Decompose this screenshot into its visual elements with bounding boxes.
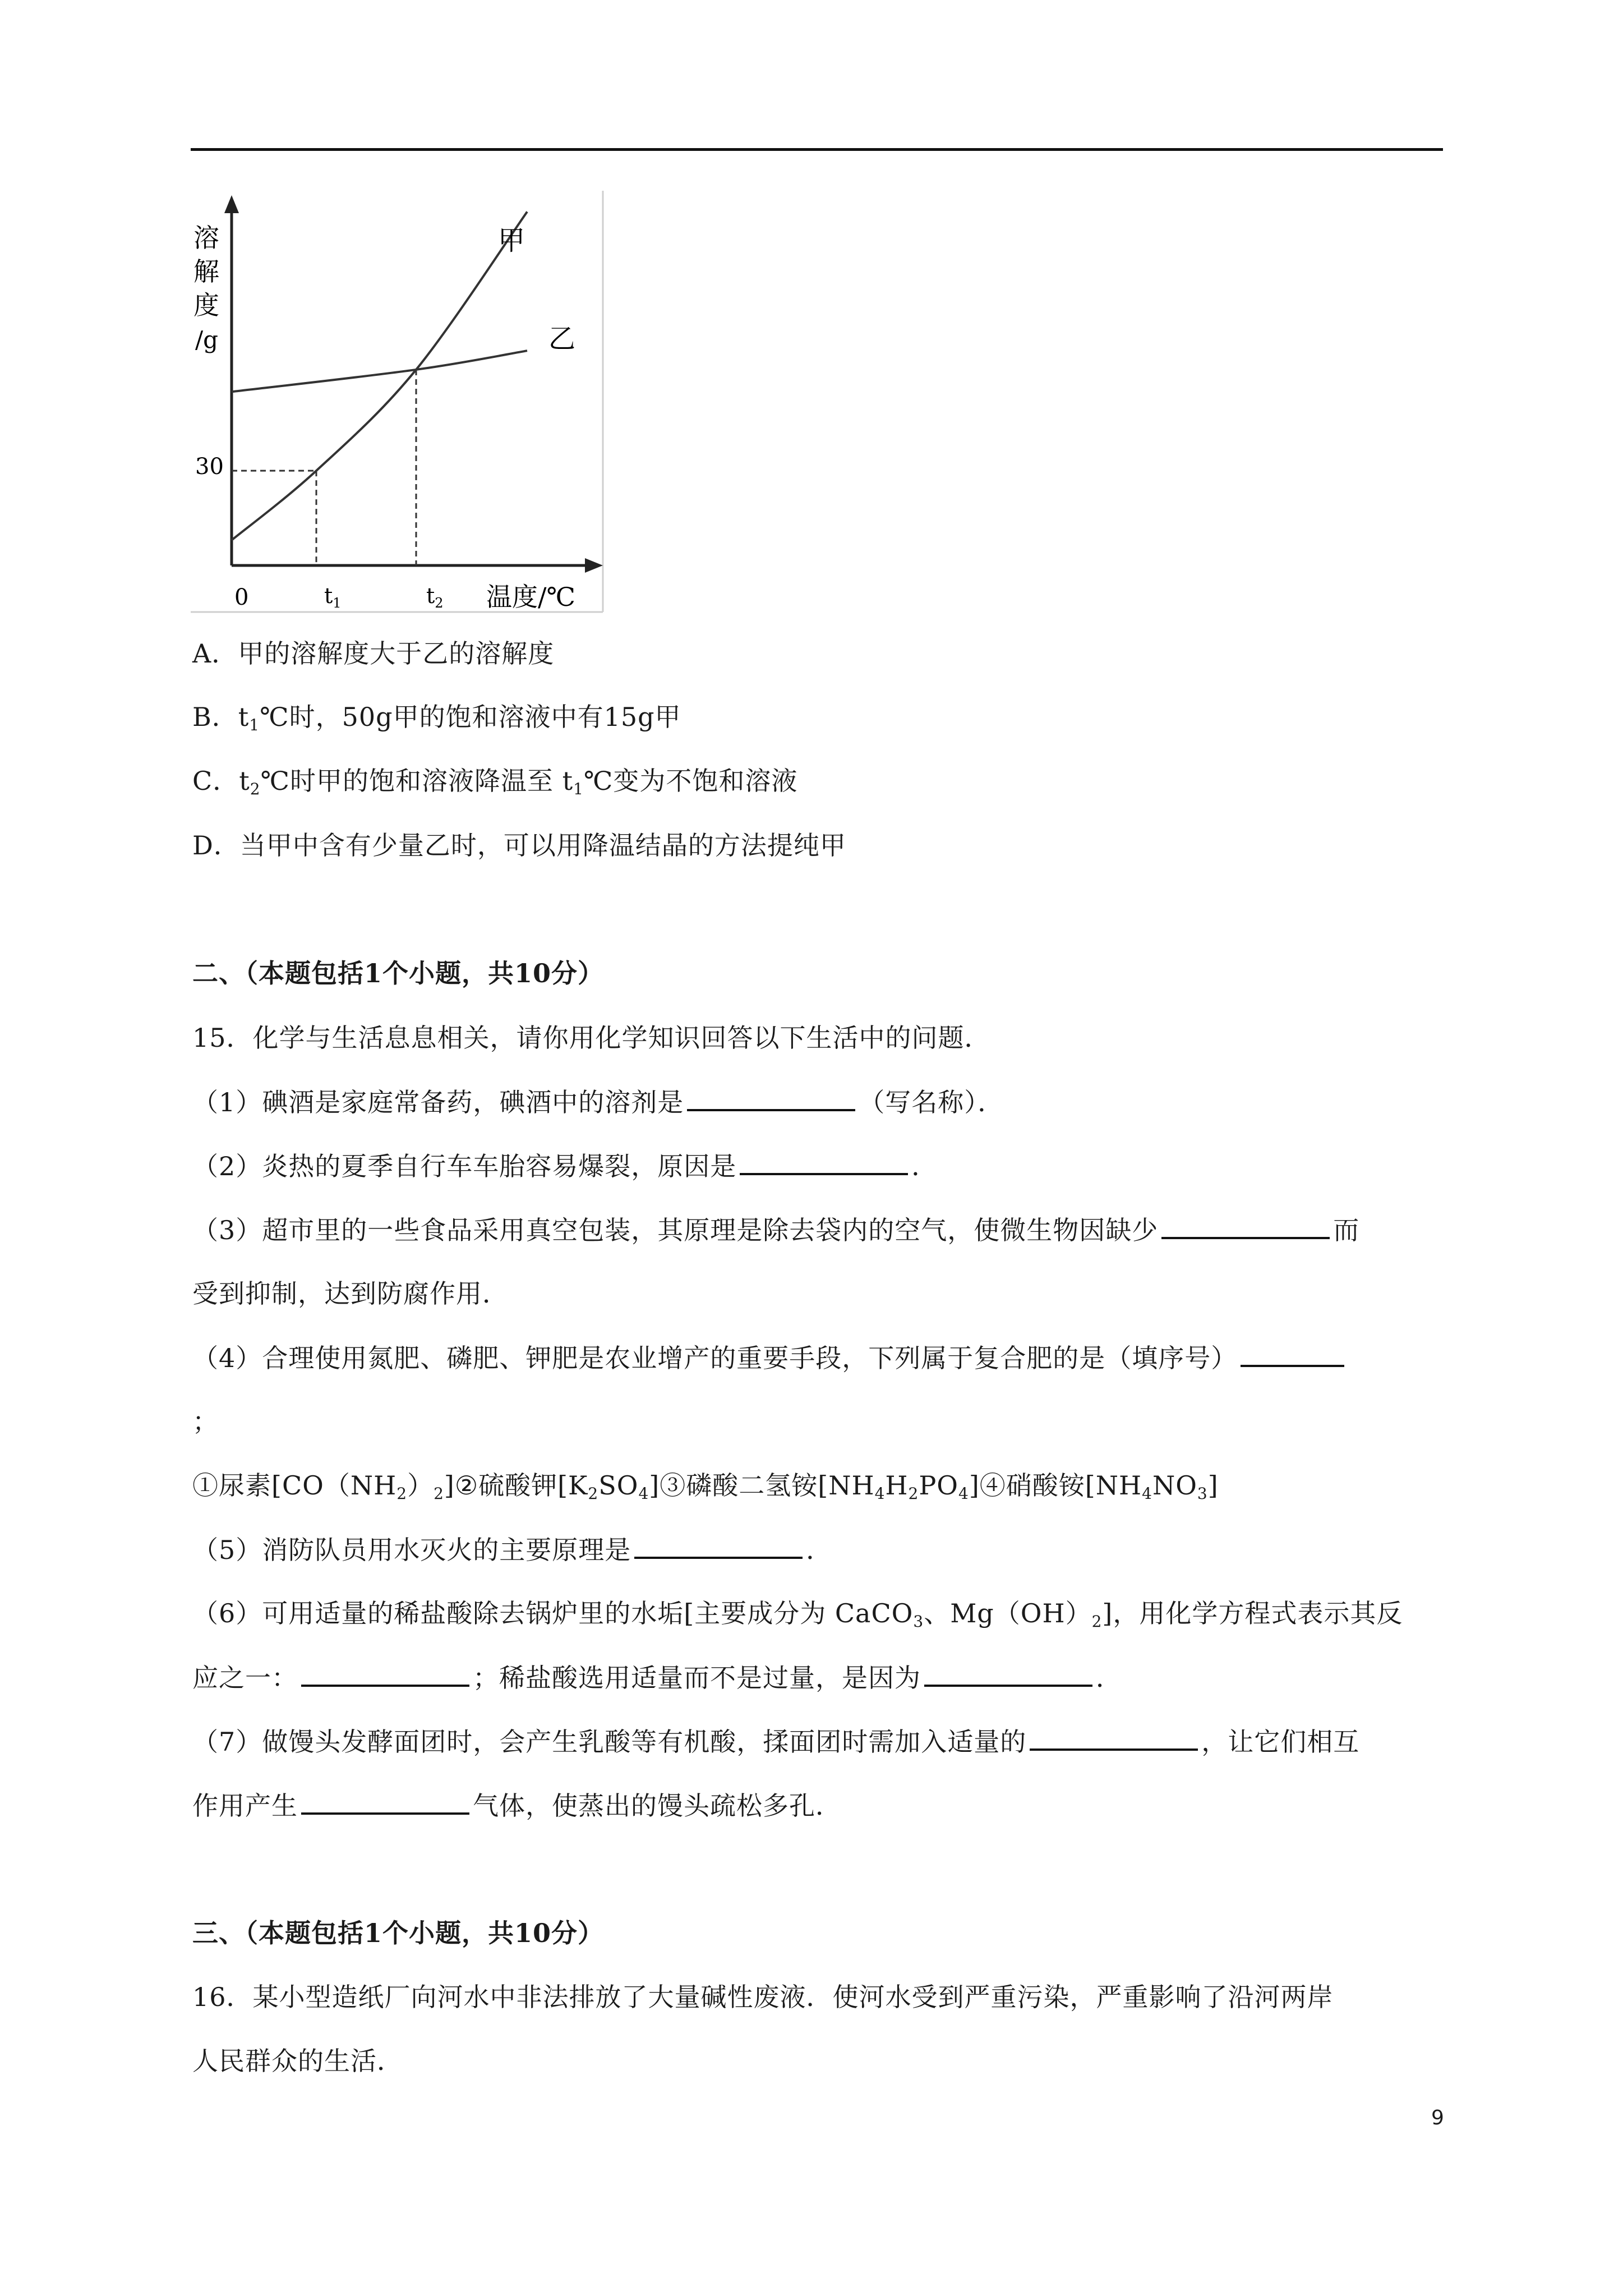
header-rule xyxy=(191,148,1443,151)
answer-blank[interactable] xyxy=(1241,1338,1344,1367)
q15-part7-cont: 作用产生 气体，使蒸出的馒头疏松多孔． xyxy=(192,1786,842,1825)
q15-part5: （5）消防队员用水灭火的主要原理是 ． xyxy=(192,1530,832,1570)
series-yi-line xyxy=(232,351,527,392)
option-c: C．$t_2℃$时甲的饱和溶液降温至 $t_1℃$变为不饱和溶液 xyxy=(192,766,798,798)
question-16: 16．某小型造纸厂向河水中非法排放了大量碱性废液．使河水受到严重污染，严重影响了沿河两岸 xyxy=(192,1982,1334,2012)
ylabel-char: 解 xyxy=(193,256,219,287)
q15-part1: （1）碘酒是家庭常备药，碘酒中的溶剂是 （写名称）． xyxy=(192,1082,1004,1122)
origin-label: 0 xyxy=(234,585,249,610)
answer-blank[interactable] xyxy=(1161,1210,1330,1239)
answer-blank[interactable] xyxy=(634,1530,803,1559)
q15-part7: （7）做馒头发酵面团时，会产生乳酸等有机酸，揉面团时需加入适量的 ，让它们相互 xyxy=(192,1722,1359,1761)
solubility-chart xyxy=(191,191,617,617)
option-a: A．甲的溶解度大于乙的溶解度 xyxy=(192,638,555,669)
series-jia-line xyxy=(232,211,527,540)
x-tick-t1: $t_1$ xyxy=(324,583,342,611)
fertilizer-options: ①尿素$[CO(NH_2)_2]②$硫酸钾$[K_2SO_4]③$磷酸二氢铵$[NH_4H_2PO_4]④$硝酸铵$[NH_4NO_3]$ xyxy=(192,1470,1219,1503)
answer-blank[interactable] xyxy=(740,1146,908,1175)
series-jia-label: 甲 xyxy=(498,225,525,256)
ylabel-char: 溶 xyxy=(193,223,219,253)
q15-part2: （2）炎热的夏季自行车车胎容易爆裂，原因是 ． xyxy=(192,1146,938,1186)
section2-heading: 二、（本题包括1个小题，共10分） xyxy=(192,958,605,988)
answer-blank[interactable] xyxy=(301,1658,469,1687)
q15-part3: （3）超市里的一些食品采用真空包装，其原理是除去袋内的空气，使微生物因缺少 而 xyxy=(192,1210,1359,1250)
section3-heading: 三、（本题包括1个小题，共10分） xyxy=(192,1918,605,1948)
ylabel-char: 度 xyxy=(193,290,219,320)
y-tick-30: 30 xyxy=(195,454,224,480)
answer-blank[interactable] xyxy=(1030,1722,1198,1751)
q15-part3-cont: 受到抑制，达到防腐作用． xyxy=(192,1278,509,1309)
q15-part4: （4）合理使用氮肥、磷肥、钾肥是农业增产的重要手段，下列属于复合肥的是（填序号） xyxy=(192,1338,1348,1378)
answer-blank[interactable] xyxy=(687,1082,855,1111)
x-axis-arrow xyxy=(585,558,603,573)
question-16-cont: 人民群众的生活． xyxy=(192,2046,403,2076)
q15-part6: （6）可用适量的稀盐酸除去锅炉里的水垢[主要成分为 CaCO$_3$、$Mg(OH)_2$]，用化学方程式表示其反 xyxy=(192,1598,1403,1631)
answer-blank[interactable] xyxy=(301,1786,469,1815)
answer-blank[interactable] xyxy=(924,1658,1092,1687)
page-number: 9 xyxy=(1431,2106,1444,2129)
y-axis-arrow xyxy=(224,195,239,213)
q15-part6-cont: 应之一： ；稀盐酸选用适量而不是过量，是因为 ． xyxy=(192,1658,1122,1697)
series-yi-label: 乙 xyxy=(548,323,576,355)
x-tick-t2: $t_2$ xyxy=(426,583,444,611)
q15-part4-cont: ； xyxy=(192,1406,219,1437)
question-15: 15．化学与生活息息相关，请你用化学知识回答以下生活中的问题． xyxy=(192,1023,991,1053)
option-b: B．$t_1℃$时，50g甲的饱和溶液中有15g甲 xyxy=(192,702,681,734)
xlabel: 温度/℃ xyxy=(486,582,575,612)
option-d: D．当甲中含有少量乙时，可以用降温结晶的方法提纯甲 xyxy=(192,830,846,861)
ylabel-char: /g xyxy=(195,326,219,353)
